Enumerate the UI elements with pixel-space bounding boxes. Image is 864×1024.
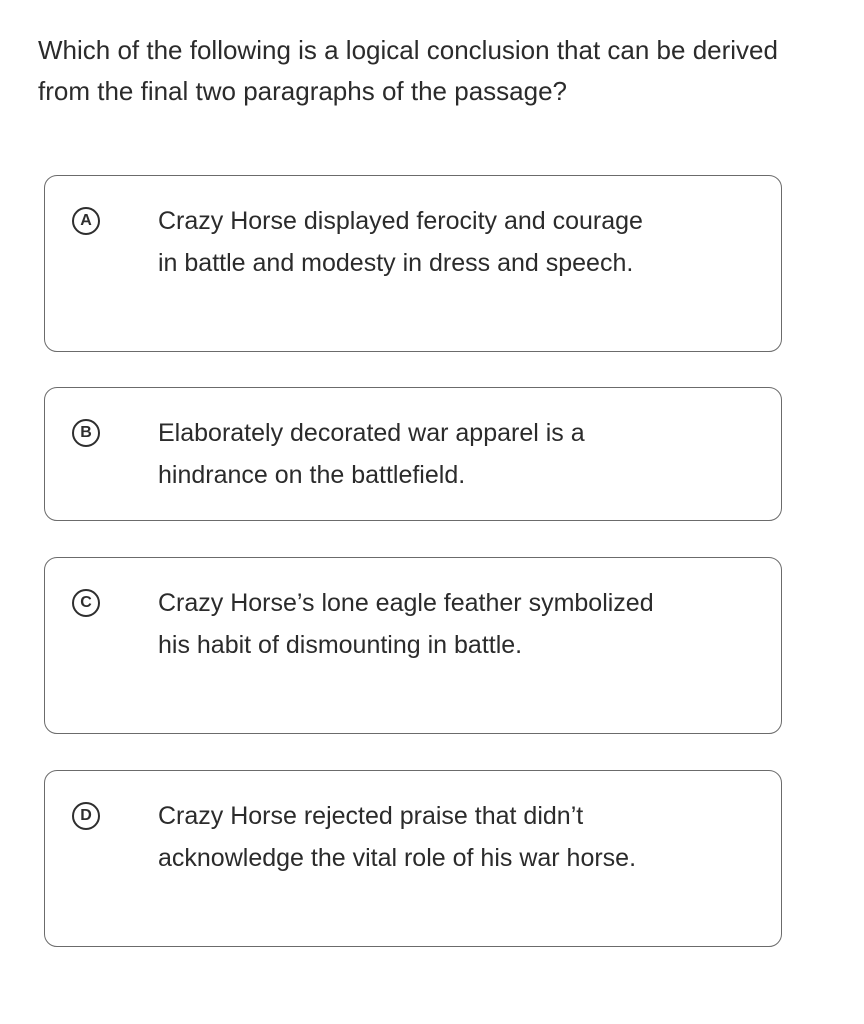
answer-choice-b[interactable] <box>44 387 782 521</box>
answer-choice-d[interactable] <box>44 770 782 947</box>
answer-choices <box>44 175 782 947</box>
answer-choice-c[interactable] <box>44 557 782 734</box>
choice-letter-c-icon: C <box>72 589 100 617</box>
choice-text-c: Crazy Horse’s lone eagle feather symbolized his habit of dismounting in battle. <box>158 589 654 659</box>
choice-letter-a-icon: A <box>72 207 100 235</box>
choice-text-d: Crazy Horse rejected praise that didn’t acknowledge the vital role of his war horse. <box>158 802 637 872</box>
choice-letter-d-icon: D <box>72 802 100 830</box>
choice-text-a: Crazy Horse displayed ferocity and courage in battle and modesty in dress and speech. <box>158 207 643 277</box>
choice-letter-b-icon: B <box>72 419 100 447</box>
answer-choice-a[interactable] <box>44 175 782 352</box>
choice-text-b: Elaborately decorated war apparel is a hindrance on the battlefield. <box>158 419 585 489</box>
question-text: Which of the following is a logical conclusion that can be derived from the final two paragraphs of the passage? <box>38 35 778 106</box>
